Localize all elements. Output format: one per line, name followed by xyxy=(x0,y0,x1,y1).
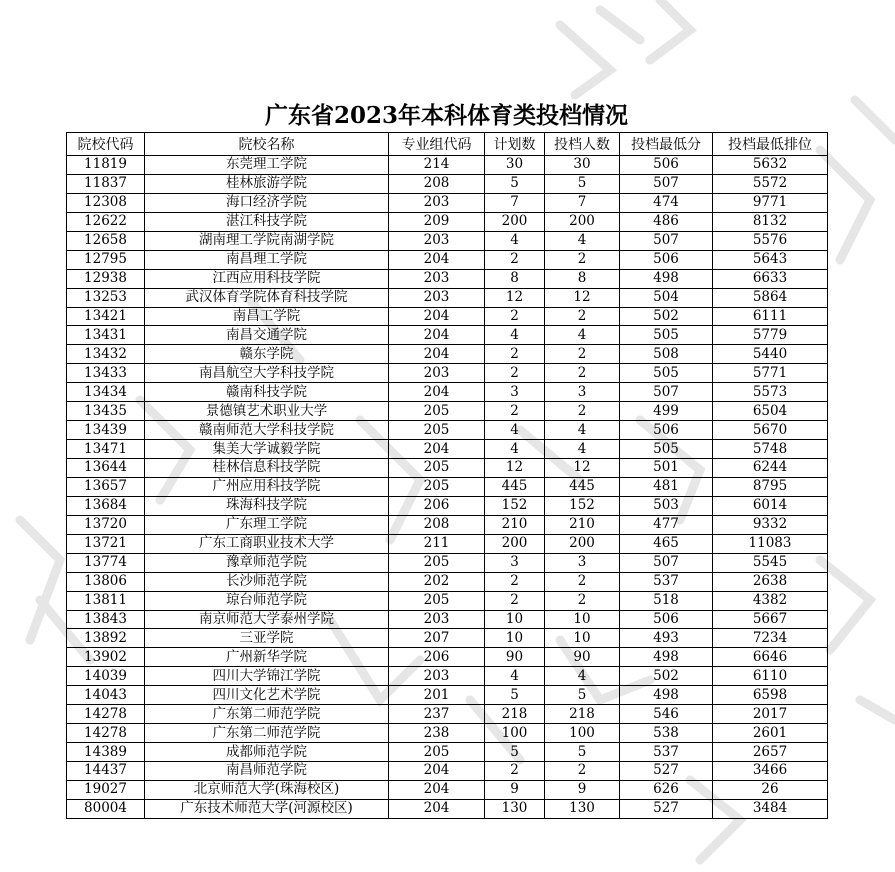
cell-min-rank: 6111 xyxy=(713,307,828,326)
cell-min-score: 501 xyxy=(620,459,713,478)
cell-group-code: 203 xyxy=(389,364,485,383)
cell-school-name: 湖南理工学院南湖学院 xyxy=(145,231,389,250)
cell-school-code: 13902 xyxy=(67,648,145,667)
cell-group-code: 208 xyxy=(389,515,485,534)
cell-plan-count: 152 xyxy=(485,496,545,515)
cell-school-name: 赣南科技学院 xyxy=(145,383,389,402)
cell-school-name: 湛江科技学院 xyxy=(145,212,389,231)
cell-plan-count: 200 xyxy=(485,212,545,231)
cell-plan-count: 2 xyxy=(485,762,545,781)
cell-school-code: 14039 xyxy=(67,667,145,686)
cell-group-code: 204 xyxy=(389,383,485,402)
cell-min-rank: 2601 xyxy=(713,724,828,743)
cell-school-name: 四川文化艺术学院 xyxy=(145,686,389,705)
cell-plan-count: 5 xyxy=(485,743,545,762)
cell-min-rank: 8132 xyxy=(713,212,828,231)
cell-min-score: 538 xyxy=(620,724,713,743)
cell-min-score: 498 xyxy=(620,269,713,288)
cell-school-name: 景德镇艺术职业大学 xyxy=(145,402,389,421)
cell-plan-count: 10 xyxy=(485,629,545,648)
cell-school-code: 14278 xyxy=(67,705,145,724)
cell-school-name: 南京师范大学泰州学院 xyxy=(145,610,389,629)
cell-school-name: 南昌航空大学科技学院 xyxy=(145,364,389,383)
cell-group-code: 204 xyxy=(389,307,485,326)
cell-min-score: 507 xyxy=(620,553,713,572)
cell-school-code: 14043 xyxy=(67,686,145,705)
cell-group-code: 205 xyxy=(389,591,485,610)
cell-plan-count: 218 xyxy=(485,705,545,724)
cell-min-score: 507 xyxy=(620,383,713,402)
cell-admitted-count: 4 xyxy=(545,326,620,345)
cell-group-code: 202 xyxy=(389,572,485,591)
cell-school-code: 13471 xyxy=(67,440,145,459)
cell-school-code: 13435 xyxy=(67,402,145,421)
cell-plan-count: 3 xyxy=(485,553,545,572)
cell-min-rank: 5771 xyxy=(713,364,828,383)
cell-min-rank: 6633 xyxy=(713,269,828,288)
cell-school-code: 13721 xyxy=(67,534,145,553)
cell-school-name: 成都师范学院 xyxy=(145,743,389,762)
cell-group-code: 206 xyxy=(389,648,485,667)
cell-school-name: 桂林信息科技学院 xyxy=(145,459,389,478)
cell-admitted-count: 12 xyxy=(545,459,620,478)
cell-plan-count: 12 xyxy=(485,288,545,307)
cell-min-rank: 26 xyxy=(713,780,828,799)
cell-school-code: 13253 xyxy=(67,288,145,307)
cell-min-rank: 6598 xyxy=(713,686,828,705)
cell-plan-count: 130 xyxy=(485,799,545,818)
table-row xyxy=(67,667,828,686)
cell-admitted-count: 3 xyxy=(545,553,620,572)
cell-plan-count: 12 xyxy=(485,459,545,478)
cell-school-code: 12795 xyxy=(67,250,145,269)
cell-admitted-count: 10 xyxy=(545,610,620,629)
cell-min-rank: 5779 xyxy=(713,326,828,345)
cell-admitted-count: 90 xyxy=(545,648,620,667)
cell-admitted-count: 30 xyxy=(545,156,620,175)
cell-min-score: 474 xyxy=(620,193,713,212)
column-header-admitted: 投档人数 xyxy=(545,133,620,156)
cell-min-rank: 5632 xyxy=(713,156,828,175)
cell-plan-count: 7 xyxy=(485,193,545,212)
table-row xyxy=(67,383,828,402)
cell-group-code: 206 xyxy=(389,496,485,515)
table-row xyxy=(67,705,828,724)
cell-min-rank: 7234 xyxy=(713,629,828,648)
table-row xyxy=(67,648,828,667)
cell-min-rank: 8795 xyxy=(713,477,828,496)
cell-plan-count: 4 xyxy=(485,231,545,250)
admission-table xyxy=(66,132,828,819)
cell-min-rank: 5545 xyxy=(713,553,828,572)
cell-school-name: 桂林旅游学院 xyxy=(145,174,389,193)
cell-admitted-count: 2 xyxy=(545,402,620,421)
cell-group-code: 204 xyxy=(389,780,485,799)
table-row xyxy=(67,231,828,250)
cell-plan-count: 3 xyxy=(485,383,545,402)
cell-min-rank: 5864 xyxy=(713,288,828,307)
cell-school-name: 广东第二师范学院 xyxy=(145,724,389,743)
cell-school-code: 13644 xyxy=(67,459,145,478)
cell-group-code: 208 xyxy=(389,174,485,193)
cell-admitted-count: 100 xyxy=(545,724,620,743)
cell-admitted-count: 2 xyxy=(545,345,620,364)
cell-min-rank: 5576 xyxy=(713,231,828,250)
cell-group-code: 214 xyxy=(389,156,485,175)
cell-plan-count: 8 xyxy=(485,269,545,288)
cell-admitted-count: 10 xyxy=(545,629,620,648)
cell-admitted-count: 4 xyxy=(545,421,620,440)
cell-group-code: 204 xyxy=(389,762,485,781)
cell-school-code: 12658 xyxy=(67,231,145,250)
cell-group-code: 203 xyxy=(389,269,485,288)
cell-min-rank: 5667 xyxy=(713,610,828,629)
cell-school-name: 集美大学诚毅学院 xyxy=(145,440,389,459)
cell-admitted-count: 2 xyxy=(545,572,620,591)
cell-min-score: 503 xyxy=(620,496,713,515)
cell-plan-count: 4 xyxy=(485,421,545,440)
table-row xyxy=(67,743,828,762)
cell-school-name: 广东技术师范大学(河源校区) xyxy=(145,799,389,818)
cell-group-code: 211 xyxy=(389,534,485,553)
cell-min-rank: 4382 xyxy=(713,591,828,610)
cell-min-rank: 5670 xyxy=(713,421,828,440)
cell-min-rank: 2638 xyxy=(713,572,828,591)
table-row xyxy=(67,572,828,591)
cell-school-name: 广州新华学院 xyxy=(145,648,389,667)
cell-min-score: 505 xyxy=(620,440,713,459)
cell-admitted-count: 2 xyxy=(545,250,620,269)
cell-school-name: 长沙师范学院 xyxy=(145,572,389,591)
cell-plan-count: 445 xyxy=(485,477,545,496)
cell-min-score: 505 xyxy=(620,326,713,345)
cell-admitted-count: 5 xyxy=(545,686,620,705)
cell-min-score: 527 xyxy=(620,799,713,818)
table-row xyxy=(67,686,828,705)
cell-admitted-count: 152 xyxy=(545,496,620,515)
cell-plan-count: 5 xyxy=(485,686,545,705)
cell-min-score: 481 xyxy=(620,477,713,496)
table-row xyxy=(67,477,828,496)
cell-group-code: 204 xyxy=(389,440,485,459)
cell-plan-count: 2 xyxy=(485,307,545,326)
table-row xyxy=(67,212,828,231)
cell-admitted-count: 12 xyxy=(545,288,620,307)
cell-school-name: 海口经济学院 xyxy=(145,193,389,212)
cell-school-code: 13421 xyxy=(67,307,145,326)
cell-group-code: 204 xyxy=(389,326,485,345)
cell-plan-count: 2 xyxy=(485,572,545,591)
cell-school-code: 12308 xyxy=(67,193,145,212)
cell-school-code: 12622 xyxy=(67,212,145,231)
cell-school-code: 13684 xyxy=(67,496,145,515)
cell-school-name: 东莞理工学院 xyxy=(145,156,389,175)
page-title: 广东省2023年本科体育类投档情况 xyxy=(264,102,628,129)
cell-admitted-count: 2 xyxy=(545,364,620,383)
cell-min-score: 486 xyxy=(620,212,713,231)
cell-school-code: 11837 xyxy=(67,174,145,193)
cell-plan-count: 10 xyxy=(485,610,545,629)
cell-min-score: 626 xyxy=(620,780,713,799)
cell-min-score: 504 xyxy=(620,288,713,307)
cell-admitted-count: 2 xyxy=(545,591,620,610)
cell-plan-count: 2 xyxy=(485,250,545,269)
cell-admitted-count: 9 xyxy=(545,780,620,799)
table-body xyxy=(67,156,828,819)
table-row xyxy=(67,440,828,459)
column-header-school-name: 院校名称 xyxy=(145,133,389,156)
cell-school-name: 赣东学院 xyxy=(145,345,389,364)
cell-group-code: 205 xyxy=(389,402,485,421)
cell-school-code: 19027 xyxy=(67,780,145,799)
cell-min-rank: 3466 xyxy=(713,762,828,781)
cell-admitted-count: 2 xyxy=(545,307,620,326)
cell-school-code: 12938 xyxy=(67,269,145,288)
cell-min-score: 518 xyxy=(620,591,713,610)
table-row xyxy=(67,250,828,269)
cell-min-score: 508 xyxy=(620,345,713,364)
cell-admitted-count: 2 xyxy=(545,762,620,781)
cell-group-code: 203 xyxy=(389,288,485,307)
cell-min-score: 477 xyxy=(620,515,713,534)
cell-group-code: 201 xyxy=(389,686,485,705)
cell-school-code: 13439 xyxy=(67,421,145,440)
cell-school-name: 江西应用科技学院 xyxy=(145,269,389,288)
table-row xyxy=(67,762,828,781)
cell-min-rank: 2657 xyxy=(713,743,828,762)
cell-school-name: 南昌交通学院 xyxy=(145,326,389,345)
cell-group-code: 203 xyxy=(389,193,485,212)
table-row xyxy=(67,421,828,440)
cell-admitted-count: 7 xyxy=(545,193,620,212)
cell-school-name: 广东第二师范学院 xyxy=(145,705,389,724)
cell-min-score: 505 xyxy=(620,364,713,383)
cell-school-code: 13806 xyxy=(67,572,145,591)
cell-admitted-count: 3 xyxy=(545,383,620,402)
cell-plan-count: 100 xyxy=(485,724,545,743)
cell-min-rank: 6110 xyxy=(713,667,828,686)
cell-min-score: 507 xyxy=(620,174,713,193)
cell-plan-count: 2 xyxy=(485,591,545,610)
cell-min-score: 506 xyxy=(620,250,713,269)
cell-min-rank: 5440 xyxy=(713,345,828,364)
cell-min-rank: 6244 xyxy=(713,459,828,478)
table-row xyxy=(67,345,828,364)
table-row xyxy=(67,156,828,175)
table-row xyxy=(67,610,828,629)
cell-min-rank: 6014 xyxy=(713,496,828,515)
cell-school-name: 琼台师范学院 xyxy=(145,591,389,610)
cell-min-score: 506 xyxy=(620,156,713,175)
cell-school-name: 南昌理工学院 xyxy=(145,250,389,269)
cell-school-name: 广东理工学院 xyxy=(145,515,389,534)
cell-min-rank: 9771 xyxy=(713,193,828,212)
table-row xyxy=(67,193,828,212)
cell-min-score: 465 xyxy=(620,534,713,553)
table-row xyxy=(67,799,828,818)
cell-school-name: 南昌师范学院 xyxy=(145,762,389,781)
column-header-plan: 计划数 xyxy=(485,133,545,156)
cell-plan-count: 90 xyxy=(485,648,545,667)
cell-min-rank: 5573 xyxy=(713,383,828,402)
cell-school-name: 四川大学锦江学院 xyxy=(145,667,389,686)
cell-school-name: 广东工商职业技术大学 xyxy=(145,534,389,553)
cell-admitted-count: 200 xyxy=(545,534,620,553)
cell-admitted-count: 4 xyxy=(545,231,620,250)
cell-admitted-count: 4 xyxy=(545,667,620,686)
cell-group-code: 205 xyxy=(389,421,485,440)
cell-school-code: 13774 xyxy=(67,553,145,572)
table-row xyxy=(67,364,828,383)
cell-min-score: 537 xyxy=(620,743,713,762)
table-row xyxy=(67,780,828,799)
table-row xyxy=(67,515,828,534)
table-row xyxy=(67,269,828,288)
cell-min-score: 502 xyxy=(620,667,713,686)
cell-school-name: 北京师范大学(珠海校区) xyxy=(145,780,389,799)
cell-group-code: 203 xyxy=(389,667,485,686)
cell-min-score: 506 xyxy=(620,610,713,629)
cell-min-rank: 6504 xyxy=(713,402,828,421)
table-row xyxy=(67,459,828,478)
cell-plan-count: 2 xyxy=(485,364,545,383)
cell-school-name: 赣南师范大学科技学院 xyxy=(145,421,389,440)
cell-min-score: 498 xyxy=(620,648,713,667)
cell-plan-count: 210 xyxy=(485,515,545,534)
cell-min-rank: 5748 xyxy=(713,440,828,459)
cell-min-rank: 11083 xyxy=(713,534,828,553)
table-header-row xyxy=(67,133,828,156)
table-row xyxy=(67,307,828,326)
cell-min-score: 527 xyxy=(620,762,713,781)
cell-school-code: 13431 xyxy=(67,326,145,345)
cell-school-code: 80004 xyxy=(67,799,145,818)
cell-admitted-count: 218 xyxy=(545,705,620,724)
cell-admitted-count: 200 xyxy=(545,212,620,231)
cell-min-rank: 2017 xyxy=(713,705,828,724)
table-row xyxy=(67,534,828,553)
cell-min-score: 546 xyxy=(620,705,713,724)
column-header-min-score: 投档最低分 xyxy=(620,133,713,156)
cell-school-name: 武汉体育学院体育科技学院 xyxy=(145,288,389,307)
cell-group-code: 207 xyxy=(389,629,485,648)
cell-admitted-count: 445 xyxy=(545,477,620,496)
cell-school-name: 豫章师范学院 xyxy=(145,553,389,572)
cell-school-code: 13434 xyxy=(67,383,145,402)
cell-admitted-count: 8 xyxy=(545,269,620,288)
cell-admitted-count: 130 xyxy=(545,799,620,818)
cell-admitted-count: 5 xyxy=(545,174,620,193)
cell-min-score: 537 xyxy=(620,572,713,591)
cell-plan-count: 4 xyxy=(485,667,545,686)
cell-min-score: 502 xyxy=(620,307,713,326)
column-header-school-code: 院校代码 xyxy=(67,133,145,156)
table-row xyxy=(67,174,828,193)
table-row xyxy=(67,326,828,345)
table-row xyxy=(67,724,828,743)
column-header-group-code: 专业组代码 xyxy=(389,133,485,156)
cell-school-code: 13657 xyxy=(67,477,145,496)
cell-plan-count: 5 xyxy=(485,174,545,193)
cell-group-code: 204 xyxy=(389,799,485,818)
cell-school-name: 珠海科技学院 xyxy=(145,496,389,515)
cell-min-score: 507 xyxy=(620,231,713,250)
cell-group-code: 205 xyxy=(389,459,485,478)
cell-school-code: 14278 xyxy=(67,724,145,743)
cell-plan-count: 2 xyxy=(485,345,545,364)
table-row xyxy=(67,496,828,515)
cell-group-code: 209 xyxy=(389,212,485,231)
cell-min-rank: 9332 xyxy=(713,515,828,534)
cell-min-rank: 5572 xyxy=(713,174,828,193)
table-row xyxy=(67,402,828,421)
cell-plan-count: 4 xyxy=(485,440,545,459)
cell-school-code: 13811 xyxy=(67,591,145,610)
cell-min-rank: 3484 xyxy=(713,799,828,818)
cell-group-code: 204 xyxy=(389,250,485,269)
cell-plan-count: 9 xyxy=(485,780,545,799)
cell-school-code: 13720 xyxy=(67,515,145,534)
cell-min-rank: 6646 xyxy=(713,648,828,667)
column-header-min-rank: 投档最低排位 xyxy=(713,133,828,156)
table-row xyxy=(67,288,828,307)
cell-admitted-count: 5 xyxy=(545,743,620,762)
cell-group-code: 237 xyxy=(389,705,485,724)
table-row xyxy=(67,553,828,572)
cell-group-code: 204 xyxy=(389,345,485,364)
cell-group-code: 238 xyxy=(389,724,485,743)
cell-group-code: 205 xyxy=(389,553,485,572)
cell-school-name: 三亚学院 xyxy=(145,629,389,648)
cell-min-score: 498 xyxy=(620,686,713,705)
cell-school-name: 南昌工学院 xyxy=(145,307,389,326)
cell-school-name: 广州应用科技学院 xyxy=(145,477,389,496)
cell-plan-count: 30 xyxy=(485,156,545,175)
table-row xyxy=(67,591,828,610)
cell-school-code: 13843 xyxy=(67,610,145,629)
cell-admitted-count: 210 xyxy=(545,515,620,534)
cell-school-code: 13892 xyxy=(67,629,145,648)
cell-plan-count: 4 xyxy=(485,326,545,345)
cell-school-code: 13432 xyxy=(67,345,145,364)
cell-group-code: 203 xyxy=(389,610,485,629)
cell-school-code: 14437 xyxy=(67,762,145,781)
cell-min-rank: 5643 xyxy=(713,250,828,269)
cell-min-score: 493 xyxy=(620,629,713,648)
table-row xyxy=(67,629,828,648)
cell-plan-count: 200 xyxy=(485,534,545,553)
cell-min-score: 499 xyxy=(620,402,713,421)
cell-plan-count: 2 xyxy=(485,402,545,421)
cell-group-code: 203 xyxy=(389,231,485,250)
cell-school-code: 14389 xyxy=(67,743,145,762)
cell-school-code: 13433 xyxy=(67,364,145,383)
cell-group-code: 205 xyxy=(389,743,485,762)
cell-min-score: 506 xyxy=(620,421,713,440)
cell-group-code: 205 xyxy=(389,477,485,496)
cell-school-code: 11819 xyxy=(67,156,145,175)
cell-admitted-count: 4 xyxy=(545,440,620,459)
